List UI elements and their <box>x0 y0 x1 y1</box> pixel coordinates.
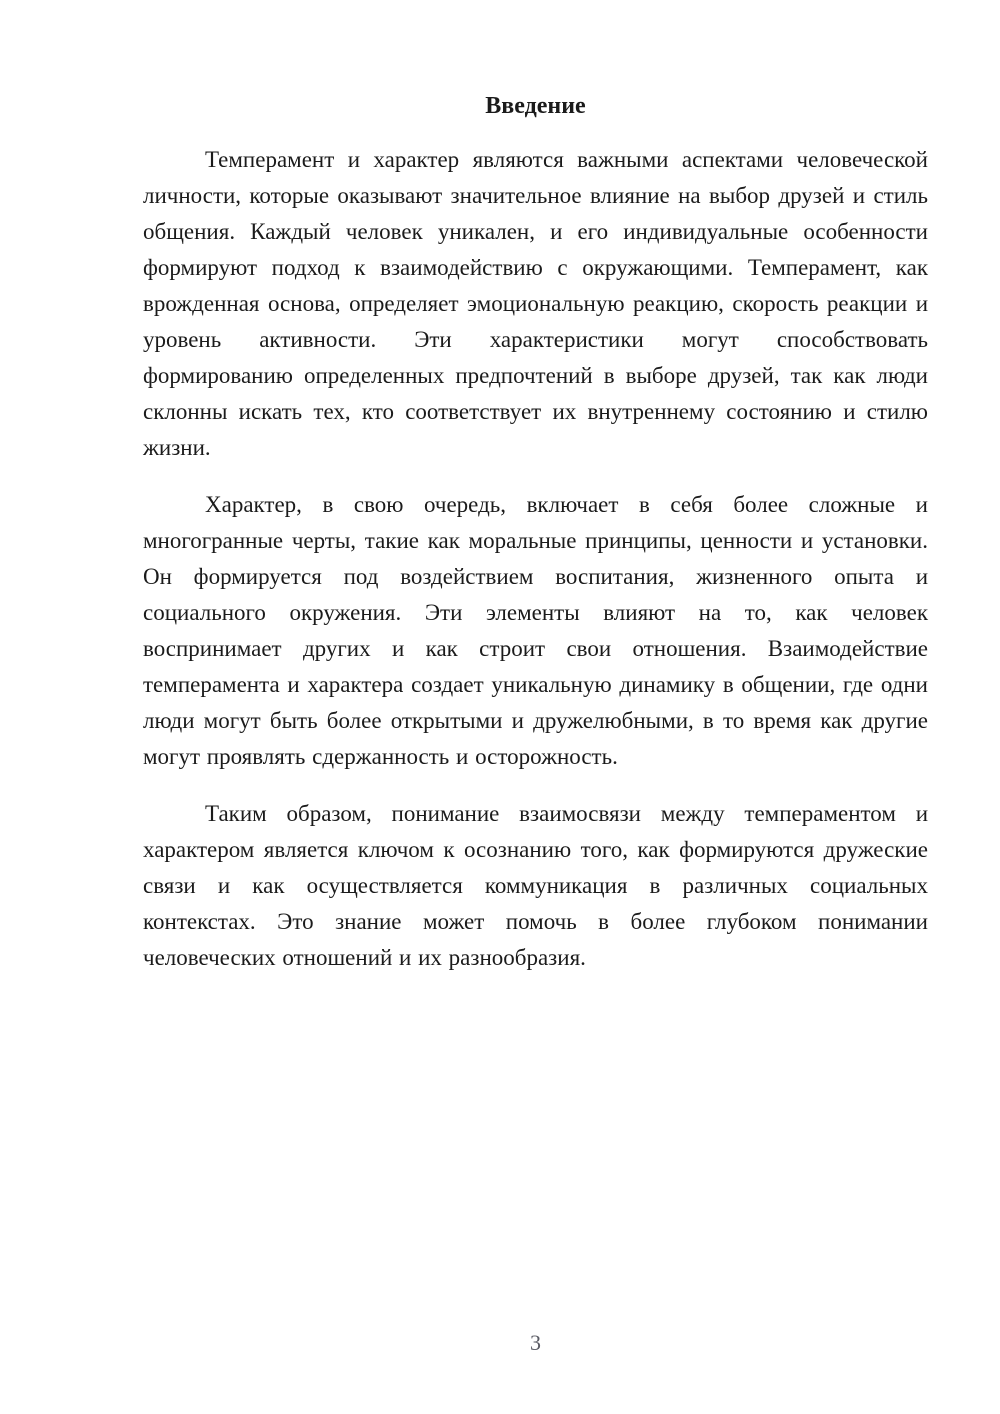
page-number: 3 <box>530 1330 541 1355</box>
paragraph-3: Таким образом, понимание взаимосвязи между темпераментом и характером является ключом к осознанию того, как формируются дружеские связи и как осуществляется коммуникация в различных социальных контекстах. Это знание может помочь в более глубоком понимании человеческих отношений и их разнообразия. <box>143 801 928 970</box>
paragraph-1: Темперамент и характер являются важными аспектами человеческой личности, которые оказывают значительное влияние на выбор друзей и стиль общения. Каждый человек уникален, и его индивидуальные особенности формируют подход к взаимодействию с окружающими. Темперамент, как врожденная основа, определяет эмоциональную реакцию, скорость реакции и уровень активности. Эти характеристики могут способствовать формированию определенных предпочтений в выборе друзей, так как люди склонны искать тех, кто соответствует их внутреннему состоянию и стилю жизни. <box>143 147 928 460</box>
page-title: Введение <box>485 93 586 119</box>
paragraph-2: Характер, в свою очередь, включает в себя более сложные и многогранные черты, такие как моральные принципы, ценности и установки. Он формируется под воздействием воспитания, жизненного опыта и социального окружения. Эти элементы влияют на то, как человек воспринимает других и как строит свои отношения. Взаимодействие темперамента и характера создает уникальную динамику в общении, где одни люди могут быть более открытыми и дружелюбными, в то время как другие могут проявлять сдержанность и осторожность. <box>143 492 928 769</box>
